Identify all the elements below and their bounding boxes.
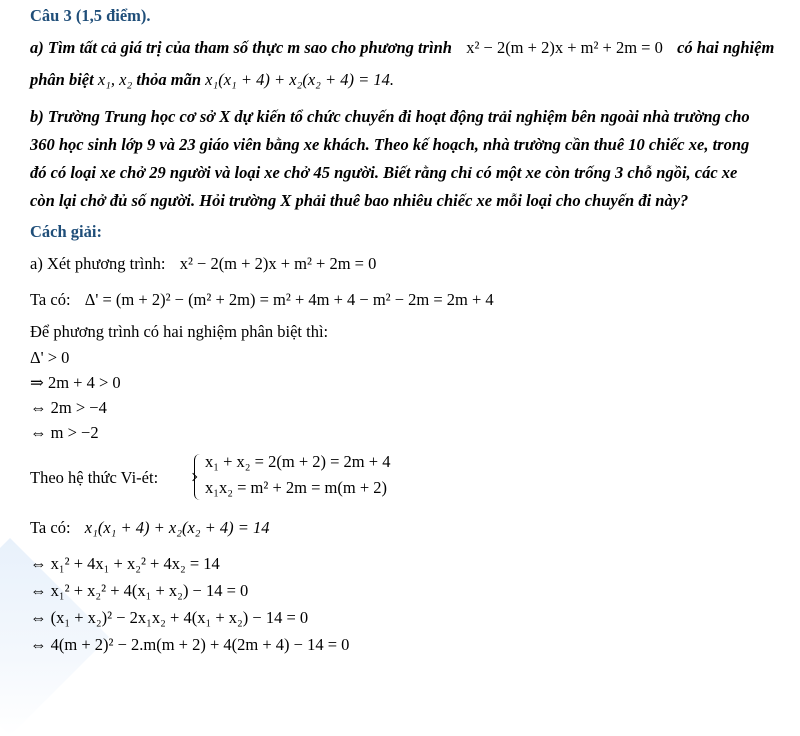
delta-equation: Δ' = (m + 2)² − (m² + 2m) = m² + 4m + 4 − m² − 2m = 2m + 4 — [84, 290, 494, 309]
have-line — [30, 518, 770, 538]
solution-heading: Cách giải: — [30, 222, 102, 241]
part-a-line-1 — [30, 38, 775, 58]
expand-1: ⇔ x₁² + 4x₁ + x₂² + 4x₂ = 14 — [30, 554, 220, 573]
part-a-text: a) Tìm tất cả giá trị của tham số thực m sao cho phương trình — [30, 38, 452, 57]
consider-label: a) Xét phương trình: — [30, 254, 166, 273]
part-b-line-4: còn lại chở đủ số người. Hỏi trường X phải thuê bao nhiêu chiếc xe mỗi loại cho chuyến đi này? — [30, 191, 689, 210]
delta-label: Ta có: — [30, 290, 71, 309]
vieta-product: x₁x₂ = m² + 2m = m(m + 2) — [205, 478, 387, 497]
part-a-condition: x₁(x₁ + 4) + x₂(x₂ + 4) = 14. — [205, 70, 395, 89]
part-a-vars: x₁, x₂ — [97, 70, 133, 89]
part-a-equation: x² − 2(m + 2)x + m² + 2m = 0 — [466, 38, 663, 57]
part-a-text-2: phân biệt — [30, 70, 94, 89]
vieta-sum: x₁ + x₂ = 2(m + 2) = 2m + 4 — [205, 452, 391, 471]
question-heading: Câu 3 (1,5 điểm). — [30, 6, 151, 25]
have-equation: x₁(x₁ + 4) + x₂(x₂ + 4) = 14 — [84, 518, 270, 537]
step-1: Δ' > 0 — [30, 348, 70, 367]
part-b-line-3: đó có loại xe chở 29 người và loại xe chở 45 người. Biết rằng chỉ có một xe còn trống 3 chỗ ngồi, các xe — [30, 163, 738, 182]
part-b-line-1: b) Trường Trung học cơ sở X dự kiến tổ chức chuyến đi hoạt động trải nghiệm bên ngoài nhà trường cho — [30, 107, 750, 126]
step-3: ⇔ 2m > −4 — [30, 398, 107, 417]
part-a-mid: thỏa mãn — [136, 70, 202, 89]
expand-4: ⇔ 4(m + 2)² − 2.m(m + 2) + 4(2m + 4) − 14 = 0 — [30, 635, 350, 654]
part-a-line-2 — [30, 70, 770, 90]
part-b-line-2: 360 học sinh lớp 9 và 23 giáo viên bằng xe khách. Theo kế hoạch, nhà trường cần thuê 10 chiếc xe, trong — [30, 135, 750, 154]
consider-equation: x² − 2(m + 2)x + m² + 2m = 0 — [179, 254, 377, 273]
consider-line — [30, 254, 770, 274]
step-4: ⇔ m > −2 — [30, 423, 99, 442]
have-label: Ta có: — [30, 518, 71, 537]
vieta-label: Theo hệ thức Vi-ét: — [30, 468, 159, 487]
expand-2: ⇔ x₁² + x₂² + 4(x₁ + x₂) − 14 = 0 — [30, 581, 249, 600]
part-a-tail: có hai nghiệm — [677, 38, 775, 57]
brace-shape — [194, 454, 203, 500]
expand-3: ⇔ (x₁ + x₂)² − 2x₁x₂ + 4(x₁ + x₂) − 14 = 0 — [30, 608, 309, 627]
condition-text: Để phương trình có hai nghiệm phân biệt thì: — [30, 322, 329, 341]
delta-line — [30, 290, 770, 310]
step-2: ⇒ 2m + 4 > 0 — [30, 373, 121, 392]
